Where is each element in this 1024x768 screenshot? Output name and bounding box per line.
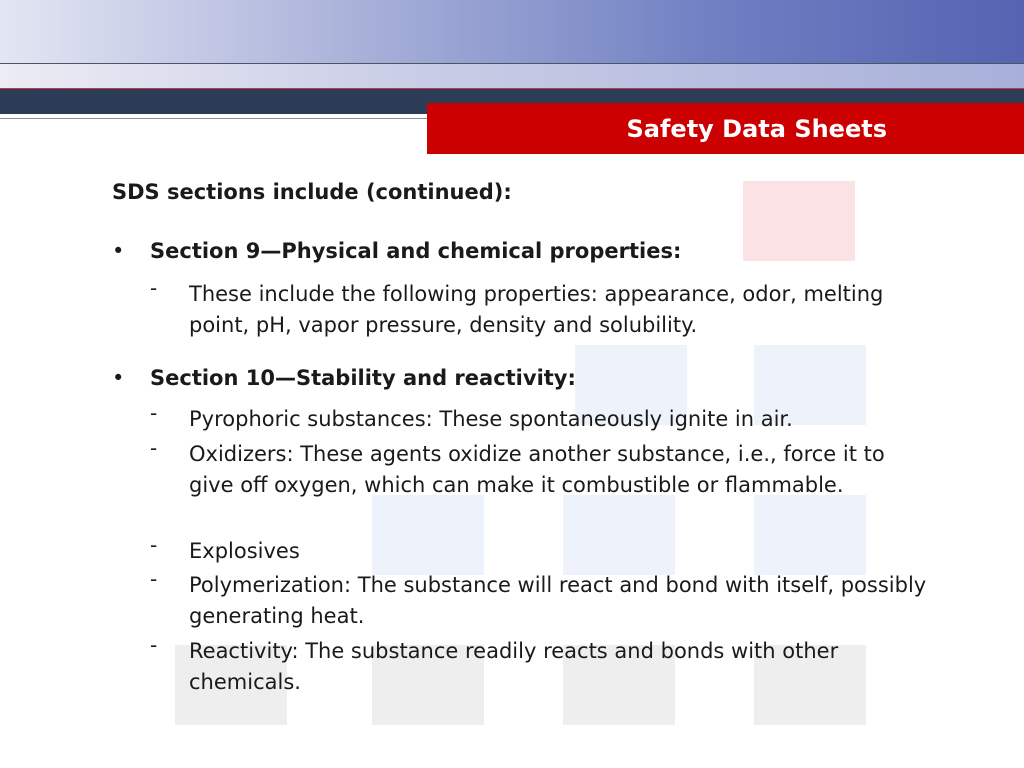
- section-9-title: Section 9—Physical and chemical properties:: [150, 239, 682, 263]
- list-item-text: Polymerization: The substance will react and bond with itself, possibly generating heat.: [189, 573, 927, 628]
- list-item-text: Pyrophoric substances: These spontaneously ignite in air.: [189, 407, 793, 431]
- bullet-icon: •: [112, 366, 125, 390]
- dash-icon: -: [150, 633, 158, 657]
- dash-icon: -: [150, 401, 158, 425]
- bullet-icon: •: [112, 239, 125, 263]
- dash-icon: -: [150, 567, 158, 591]
- list-item-text: Reactivity: The substance readily reacts and bonds with other chemicals.: [189, 639, 839, 694]
- dash-icon: -: [150, 276, 158, 300]
- slide-title: Safety Data Sheets: [626, 115, 887, 143]
- section-10-title: Section 10—Stability and reactivity:: [150, 366, 576, 390]
- list-item-text: Oxidizers: These agents oxidize another substance, i.e., force it to give off oxygen, which can make it combustible or flammable.: [189, 442, 885, 497]
- dash-icon: -: [150, 436, 158, 460]
- list-item-text: Explosives: [189, 539, 300, 563]
- intro-heading: SDS sections include (continued):: [112, 180, 512, 204]
- list-item-text: These include the following properties: appearance, odor, melting point, pH, vapor pressure, density and solubility.: [189, 282, 884, 337]
- dash-icon: -: [150, 533, 158, 557]
